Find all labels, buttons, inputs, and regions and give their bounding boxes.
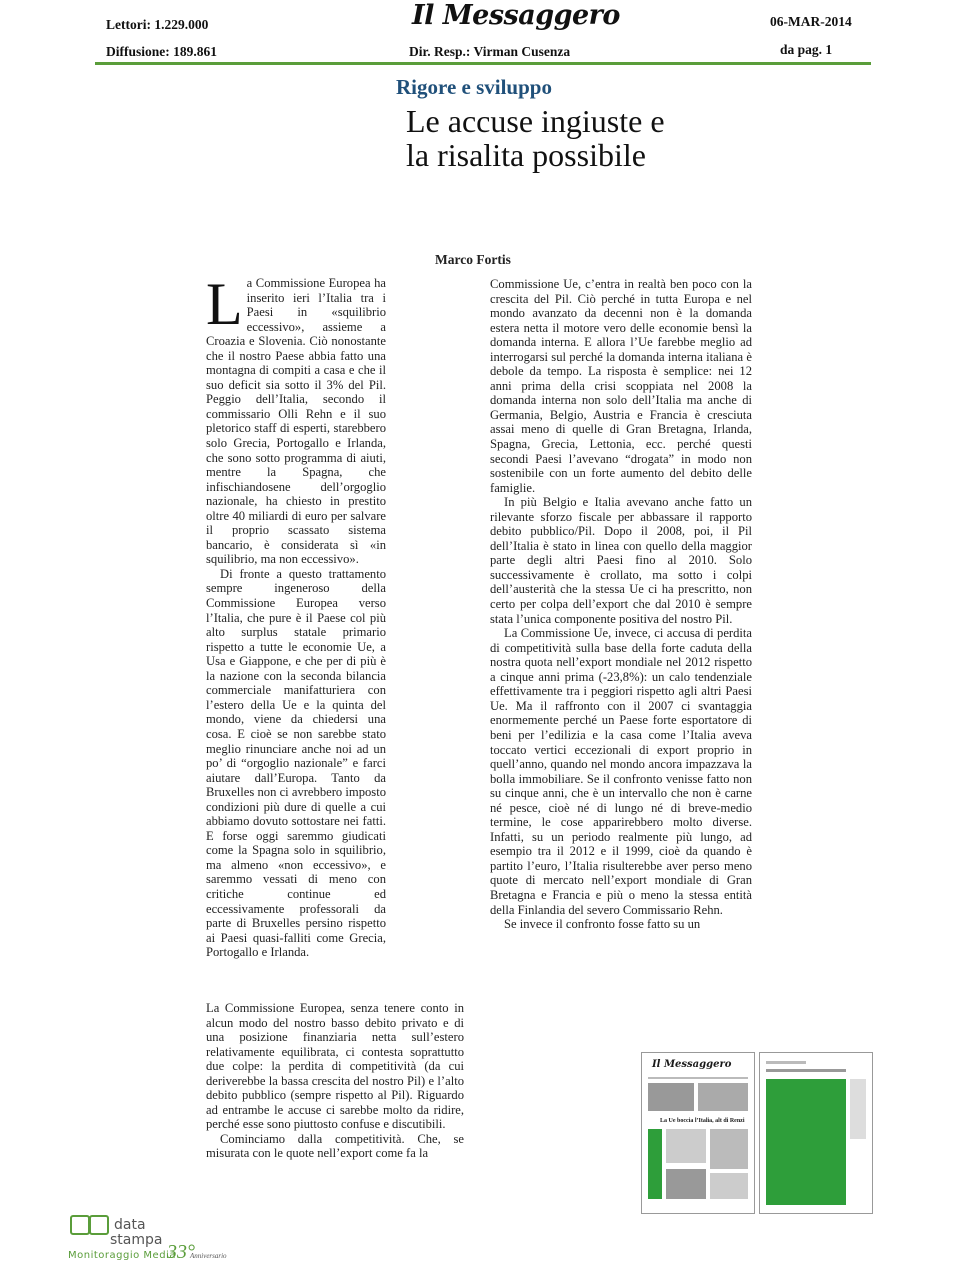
anniversary-word: Anniversario [190,1252,227,1260]
masthead: Il Messaggero [412,0,620,31]
paragraph: Se invece il confronto fosse fatto su un [504,917,701,932]
paragraph: La Commissione Europea, senza tenere conto in alcun modo del nostro basso debito privato e di una posizione finanziaria netta sull’estero relativamente equilibrata, ci contesta soprattutto due colpe: la perdita di competitività (da cui deriverebbe la bassa crescita del nostro Pil) e l’alto debito pubblico (sempre rispetto al Pil). Riguardo ad entrambe le accuse ci sarebbe molto da ridire, perché esse sono piuttosto confuse e discutibili. [206,1001,464,1132]
date: 06-MAR-2014 [770,14,852,29]
anniversary-number: 33° [167,1241,195,1263]
thumbnail-headline: La Ue boccia l’Italia, alt di Renzi [660,1118,745,1124]
readers-count: Lettori: 1.229.000 [106,17,209,32]
logo-square-icon [70,1215,90,1235]
front-page-thumbnail[interactable] [641,1052,755,1214]
logo-square-icon [89,1215,109,1235]
paragraph: Cominciamo dalla competitività. Che, se misurata con le quote nell’export come fa la [206,1131,464,1161]
article-column-2 [490,277,752,932]
page-ref: da pag. 1 [780,42,833,57]
paragraph: In più Belgio e Italia avevano anche fatto un rilevante sforzo fiscale per abbassare il rapporto debito pubblico/Pil. Dopo il 2008, poi, il Pil dell’Italia è stato in linea con quello della maggior parte degli altri Paesi fino al 2010. Solo successivamente è crollato, ma sotto i colpi dell’austerità che la stessa Ue ci ha prescritto, non certo per colpa dell’export che dal 2010 è sempre stata l’unica componente positiva del nostro Pil. [490,495,752,626]
logo-text-stampa: stampa [110,1232,163,1248]
inside-page-thumbnail[interactable] [759,1052,873,1214]
paragraph: La Commissione Europea ha inserito ieri l’Italia tra i Paesi in «squilibrio eccessivo», assieme a Croazia e Slovenia. Ciò nonostante che il nostro Paese abbia fatto una montagna di compiti a casa e che il suo deficit sia sotto il 3% del Pil. Peggio dell’Italia, secondo il commissario Olli Rehn e il suo pletorico staff di esperti, starebbero solo Grecia, Portogallo e Irlanda, che sono sotto programma di aiuti, mentre la Spagna, che infischiandosene dell’orgoglio nazionale, ha chiesto in prestito oltre 40 miliardi di euro per salvare il proprio scassato sistema bancario, è considerata sì «in squilibrio, ma non eccessivo». [206,271,386,567]
byline: Marco Fortis [435,252,511,267]
article-column-1 [206,271,386,960]
drop-cap: L [206,271,243,337]
logo-text-monitoraggio: Monitoraggio Media [68,1250,176,1261]
paragraph: La Commissione Ue, invece, ci accusa di perdita di competitività sulla base della forte caduta della nostra quota nell’export mondiale nel 2012 rispetto a cinque anni prima (-23,8%): un calo tendenziale effettivamente tra i peggiori rispetto agli altri Paesi Ue. Ma il raffronto con il 2007 ci svantaggia enormemente perché un Paese forte esportatore di beni per l’edilizia e la casa come l’Italia aveva toccato vertici eccezionali di export proprio in quell’anno, quando nel mondo ancora impazzava la bolla immobiliare. Se il confronto venisse fatto non su cinque anni, che è un intervallo che non è carne né pesce, cioè né di lungo né di breve-medio termine, le cose apparirebbero molto diverse. Infatti, su un periodo realmente più lungo, ad esempio tra il 2012 e il 1999, cioè da quando è partito l’euro, l’Italia risulterebbe aver perso meno quote di mercato nell’export mondiale di Gran Bretagna e Francia e più o meno la stessa entità della Finlandia del severo Commissario Rehn. [490,626,752,917]
logo-text-data: data [114,1217,146,1233]
paragraph: Commissione Ue, c’entra in realtà ben poco con la crescita del Pil. Ciò perché in tutta Europa e nel mondo avanzato da decenni non è la domanda estera netta il motore vero delle economie bensì la domanda interna. E allora l’Ue farebbe meglio ad interrogarsi sul perché la domanda interna italiana è debole da tempo. La risposta è semplice: nei 12 anni prima della crisi scoppiata nel 2008 la domanda interna non solo dell’Italia ma anche di Germania, Belgio, Austria e Francia è cresciuta assai meno di quelle di Gran Bretagna, Irlanda, Spagna, Grecia, Lettonia, ecc. perché questi secondi Paesi l’avevano “drogata” in modo non sostenibile con un forte aumento del debito delle famiglie. [490,277,752,495]
header-rule [95,62,871,65]
paragraph: Di fronte a questo trattamento sempre ingeneroso della Commissione Europea verso l’Italia, che pure è il Paese col più alto surplus statale primario rispetto a tutte le economie Ue, a Usa e Giappone, e che per di più è la nazione con la seconda bilancia commerciale manifatturiera con l’estero della Ue e la quinta del mondo, viene da chiedersi una cosa. E cioè se non sarebbe stato meglio rinunciare anche noi ad un po’ di “orgoglio nazionale” e farci aiutare dall’Europa. Tanto da Bruxelles non ci avrebbero imposto condizioni più dure di quelle a cui abbiamo dovuto sottostare nei fatti. E forse oggi saremmo giudicati come la Spagna solo in squilibrio, ma almeno «non eccessivo», e saremmo vessati di meno con critiche continue ed eccessivamente professorali da parte di Bruxelles persino rispetto ai Paesi quasi-falliti come Grecia, Portogallo e Irlanda. [206,566,386,960]
circulation-count: Diffusione: 189.861 [106,44,217,59]
article-column-1-continued [206,1001,464,1161]
kicker: Rigore e sviluppo [396,75,552,99]
thumbnail-masthead: Il Messaggero [652,1059,732,1070]
director: Dir. Resp.: Virman Cusenza [409,44,571,59]
headline: Le accuse ingiuste e la risalita possibile [406,103,665,173]
